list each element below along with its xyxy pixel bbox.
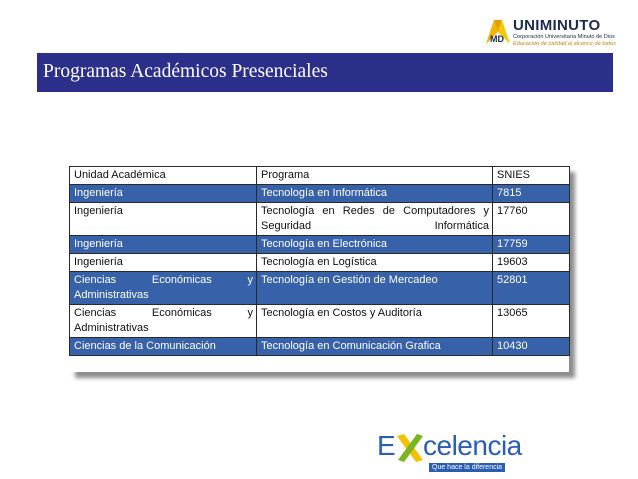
excelencia-x-icon	[395, 430, 425, 464]
cell-program: Tecnología en Electrónica	[257, 236, 493, 254]
logo-tagline: Educación de calidad al alcance de todos	[513, 41, 616, 47]
programs-table-container	[69, 166, 569, 372]
cell-snies: 17759	[493, 236, 570, 254]
cell-program: Tecnología en Informática	[257, 185, 493, 203]
svg-text:MD: MD	[490, 34, 504, 44]
table-row	[70, 272, 570, 305]
cell-unit: Ciencias Económicas y Administrativas	[70, 305, 257, 338]
excelencia-logo	[377, 430, 522, 471]
cell-unit: Ingeniería	[70, 236, 257, 254]
excelencia-letter-e: E	[377, 430, 396, 461]
table-row	[70, 305, 570, 338]
table-row	[70, 338, 570, 356]
page-title: Programas Académicos Presenciales	[43, 61, 328, 82]
cell-snies: 52801	[493, 272, 570, 305]
table-row	[70, 185, 570, 203]
header-program: Programa	[257, 167, 493, 185]
cell-snies: 17760	[493, 203, 570, 236]
cell-unit: Ingeniería	[70, 185, 257, 203]
uniminuto-logo	[484, 18, 634, 52]
cell-snies: 7815	[493, 185, 570, 203]
header-snies: SNIES	[493, 167, 570, 185]
table-row	[70, 236, 570, 254]
cell-program: Tecnología en Gestión de Mercadeo	[257, 272, 493, 305]
title-bar	[37, 53, 613, 92]
excelencia-tagline: Que hace la diferencia	[429, 463, 505, 472]
cell-program: Tecnología en Redes de Computadores y Seguridad Informática	[257, 203, 493, 236]
programs-table	[69, 166, 570, 356]
cell-program: Tecnología en Comunicación Grafica	[257, 338, 493, 356]
logo-name: UNIMINUTO	[513, 17, 601, 34]
uniminuto-emblem-icon	[484, 18, 512, 46]
cell-snies: 13065	[493, 305, 570, 338]
cell-snies: 19603	[493, 254, 570, 272]
table-row	[70, 254, 570, 272]
table-row	[70, 203, 570, 236]
cell-unit: Ciencias de la Comunicación	[70, 338, 257, 356]
cell-unit: Ingeniería	[70, 254, 257, 272]
cell-program: Tecnología en Costos y Auditoría	[257, 305, 493, 338]
cell-unit: Ingeniería	[70, 203, 257, 236]
cell-unit: Ciencias Económicas y Administrativas	[70, 272, 257, 305]
header-unit: Unidad Académica	[70, 167, 257, 185]
table-header-row	[70, 167, 570, 185]
excelencia-word: celencia	[423, 430, 522, 461]
cell-snies: 10430	[493, 338, 570, 356]
logo-subtitle: Corporación Universitaria Minuto de Dios	[513, 34, 615, 40]
cell-program: Tecnología en Logística	[257, 254, 493, 272]
